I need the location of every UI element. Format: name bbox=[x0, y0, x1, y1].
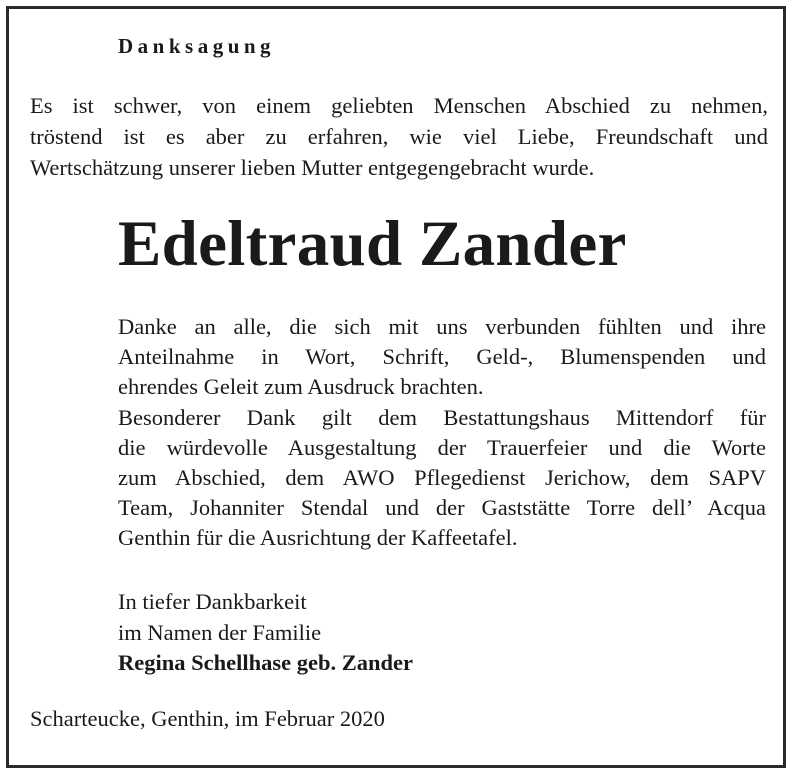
body-line: Team, Johanniter Stendal und der Gaststätte Torre dell’ Acqua bbox=[118, 495, 766, 521]
deceased-name: Edeltraud Zander bbox=[118, 208, 627, 280]
closing-line: im Namen der Familie bbox=[118, 619, 322, 645]
body-line: ehrendes Geleit zum Ausdruck brachten. bbox=[118, 374, 484, 400]
body-line: zum Abschied, dem AWO Pflegedienst Jerichow, dem SAPV bbox=[118, 465, 766, 491]
closing-line: In tiefer Dankbarkeit bbox=[118, 589, 307, 614]
intro-line: tröstend ist es aber zu erfahren, wie viel Liebe, Freundschaft und bbox=[30, 124, 768, 149]
intro-paragraph bbox=[30, 90, 768, 183]
body-line: Danke an alle, die sich mit uns verbunden fühlten und ihre bbox=[118, 314, 766, 339]
body-line: Genthin für die Ausrichtung der Kaffeetafel. bbox=[118, 525, 518, 551]
thanks-paragraph bbox=[118, 312, 766, 554]
place-date: Scharteucke, Genthin, im Februar 2020 bbox=[30, 706, 385, 731]
intro-line: Wertschätzung unserer lieben Mutter entgegengebracht wurde. bbox=[30, 155, 595, 180]
closing-block bbox=[118, 587, 413, 679]
intro-line: Es ist schwer, von einem geliebten Menschen Abschied zu nehmen, bbox=[30, 93, 768, 118]
notice-heading: Danksagung bbox=[118, 34, 276, 58]
body-line: die würdevolle Ausgestaltung der Trauerfeier und die Worte bbox=[118, 434, 766, 460]
body-line: Anteilnahme in Wort, Schrift, Geld-, Blumenspenden und bbox=[118, 344, 766, 370]
body-line: Besonderer Dank gilt dem Bestattungshaus Mittendorf für bbox=[118, 404, 766, 430]
signature: Regina Schellhase geb. Zander bbox=[118, 650, 414, 675]
